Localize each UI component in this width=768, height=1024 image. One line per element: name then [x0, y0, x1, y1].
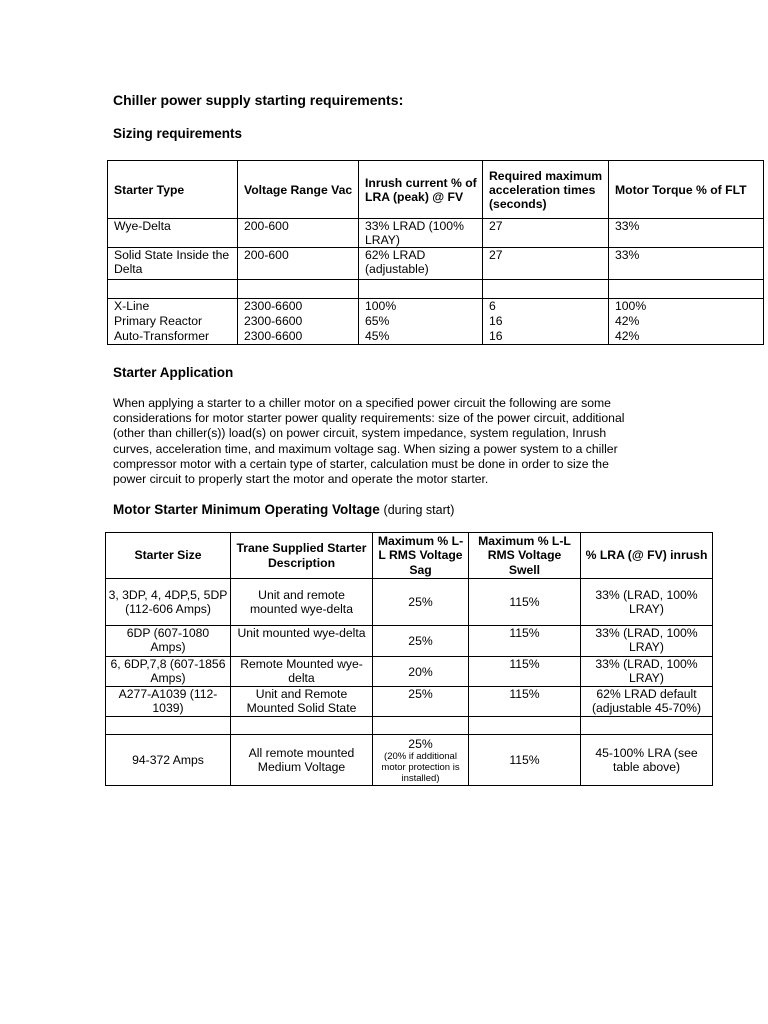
table-row — [108, 248, 764, 280]
table-cell: 115% — [469, 579, 581, 626]
table-cell: All remote mounted Medium Voltage — [231, 735, 373, 786]
header-cell: Trane Supplied Starter Description — [231, 533, 373, 579]
table-cell: 115% — [469, 626, 581, 657]
table-cell: Auto-Transformer — [108, 329, 238, 345]
table-cell: 2300-6600 — [238, 314, 359, 329]
table-cell: 94-372 Amps — [106, 735, 231, 786]
table-cell: 100% — [359, 299, 483, 315]
heading-note: (during start) — [383, 503, 455, 517]
table-cell: 25% — [373, 687, 469, 717]
spacer-row — [108, 280, 764, 299]
table-row — [106, 626, 713, 657]
table-cell: Unit and remote mounted wye-delta — [231, 579, 373, 626]
header-cell: Required maximum acceleration times (seconds) — [483, 161, 609, 219]
sizing-heading: Sizing requirements — [113, 126, 243, 141]
paragraph-line: (other than chiller(s)) load(s) on power circuit, system impedance, system regulation, Inrush — [113, 426, 607, 441]
header-cell: Inrush current % of LRA (peak) @ FV — [359, 161, 483, 219]
table-cell: 6, 6DP,7,8 (607-1856 Amps) — [106, 657, 231, 687]
table-cell: 33% LRAD (100% LRAY) — [359, 219, 483, 248]
table-cell: Unit and Remote Mounted Solid State — [231, 687, 373, 717]
header-cell: Starter Size — [106, 533, 231, 579]
table-cell: 3, 3DP, 4, 4DP,5, 5DP (112-606 Amps) — [106, 579, 231, 626]
header-cell: Motor Torque % of FLT — [609, 161, 764, 219]
header-cell: Starter Type — [108, 161, 238, 219]
table-row — [106, 687, 713, 717]
table-cell — [373, 735, 469, 786]
paragraph-line: power circuit to properly start the motor and operate the motor starter. — [113, 472, 489, 487]
title-colon: : — [398, 92, 404, 109]
table-cell: 33% — [609, 219, 764, 248]
table-cell: 200-600 — [238, 219, 359, 248]
table-row — [106, 657, 713, 687]
table-cell: A277-A1039 (112-1039) — [106, 687, 231, 717]
table-cell: Primary Reactor — [108, 314, 238, 329]
table-row — [106, 579, 713, 626]
table-row — [108, 329, 764, 345]
table-cell: X-Line — [108, 299, 238, 315]
table-cell: 2300-6600 — [238, 299, 359, 315]
table-cell: Solid State Inside the Delta — [108, 248, 238, 280]
sag-value: 25% — [408, 736, 433, 751]
table-cell: 62% LRAD (adjustable) — [359, 248, 483, 280]
header-cell: Maximum % L-L RMS Voltage Sag — [373, 533, 469, 579]
table-cell: Remote Mounted wye-delta — [231, 657, 373, 687]
table-cell: 115% — [469, 657, 581, 687]
table-cell: 115% — [469, 735, 581, 786]
table-cell: 200-600 — [238, 248, 359, 280]
table-cell: 16 — [483, 329, 609, 345]
paragraph-line: compressor motor with a certain type of starter, calculation must be done in order to size the — [113, 456, 609, 471]
table-header-row — [106, 533, 713, 579]
table-cell: 100% — [609, 299, 764, 315]
table-cell: 27 — [483, 248, 609, 280]
table-cell: 33% — [609, 248, 764, 280]
table-cell: 33% (LRAD, 100% LRAY) — [581, 657, 713, 687]
header-cell: Voltage Range Vac — [238, 161, 359, 219]
document-title — [113, 92, 404, 109]
table-cell: 42% — [609, 314, 764, 329]
table-cell: 16 — [483, 314, 609, 329]
sag-note: (20% if additional motor protection is installed) — [381, 750, 460, 784]
table-cell: Unit mounted wye-delta — [231, 626, 373, 657]
table-cell: 45-100% LRA (see table above) — [581, 735, 713, 786]
sizing-requirements-table — [107, 160, 764, 345]
paragraph-line: When applying a starter to a chiller motor on a specified power circuit the following are some — [113, 396, 611, 410]
starter-application-heading: Starter Application — [113, 365, 234, 380]
table-row — [106, 735, 713, 786]
table-cell: 25% — [373, 626, 469, 657]
table-cell: 20% — [373, 657, 469, 687]
minimum-voltage-table — [105, 532, 713, 786]
table-cell: 33% (LRAD, 100% LRAY) — [581, 579, 713, 626]
table-row — [108, 219, 764, 248]
heading-text: Motor Starter Minimum Operating Voltage — [113, 502, 380, 517]
table-cell: 45% — [359, 329, 483, 345]
spacer-row — [106, 717, 713, 735]
minimum-voltage-heading — [113, 502, 454, 517]
table-row — [108, 314, 764, 329]
paragraph-line: considerations for motor starter power quality requirements: size of the power circuit, additional — [113, 411, 625, 426]
table-cell: 33% (LRAD, 100% LRAY) — [581, 626, 713, 657]
table-cell: 115% — [469, 687, 581, 717]
paragraph-line: curves, acceleration time, and maximum voltage sag. When sizing a power system to a chiller — [113, 441, 618, 456]
title-text: Chiller power supply starting requirements — [113, 92, 399, 108]
table-header-row — [108, 161, 764, 219]
table-cell: 25% — [373, 579, 469, 626]
table-cell: 62% LRAD default (adjustable 45-70%) — [581, 687, 713, 717]
table-cell: 27 — [483, 219, 609, 248]
table-cell: 65% — [359, 314, 483, 329]
table-row — [108, 299, 764, 315]
table-cell: 42% — [609, 329, 764, 345]
header-cell: % LRA (@ FV) inrush — [581, 533, 713, 579]
table-cell: 2300-6600 — [238, 329, 359, 345]
table-cell: 6DP (607-1080 Amps) — [106, 626, 231, 657]
starter-application-paragraph — [113, 396, 653, 487]
header-cell: Maximum % L-L RMS Voltage Swell — [469, 533, 581, 579]
table-cell: 6 — [483, 299, 609, 315]
table-cell: Wye-Delta — [108, 219, 238, 248]
